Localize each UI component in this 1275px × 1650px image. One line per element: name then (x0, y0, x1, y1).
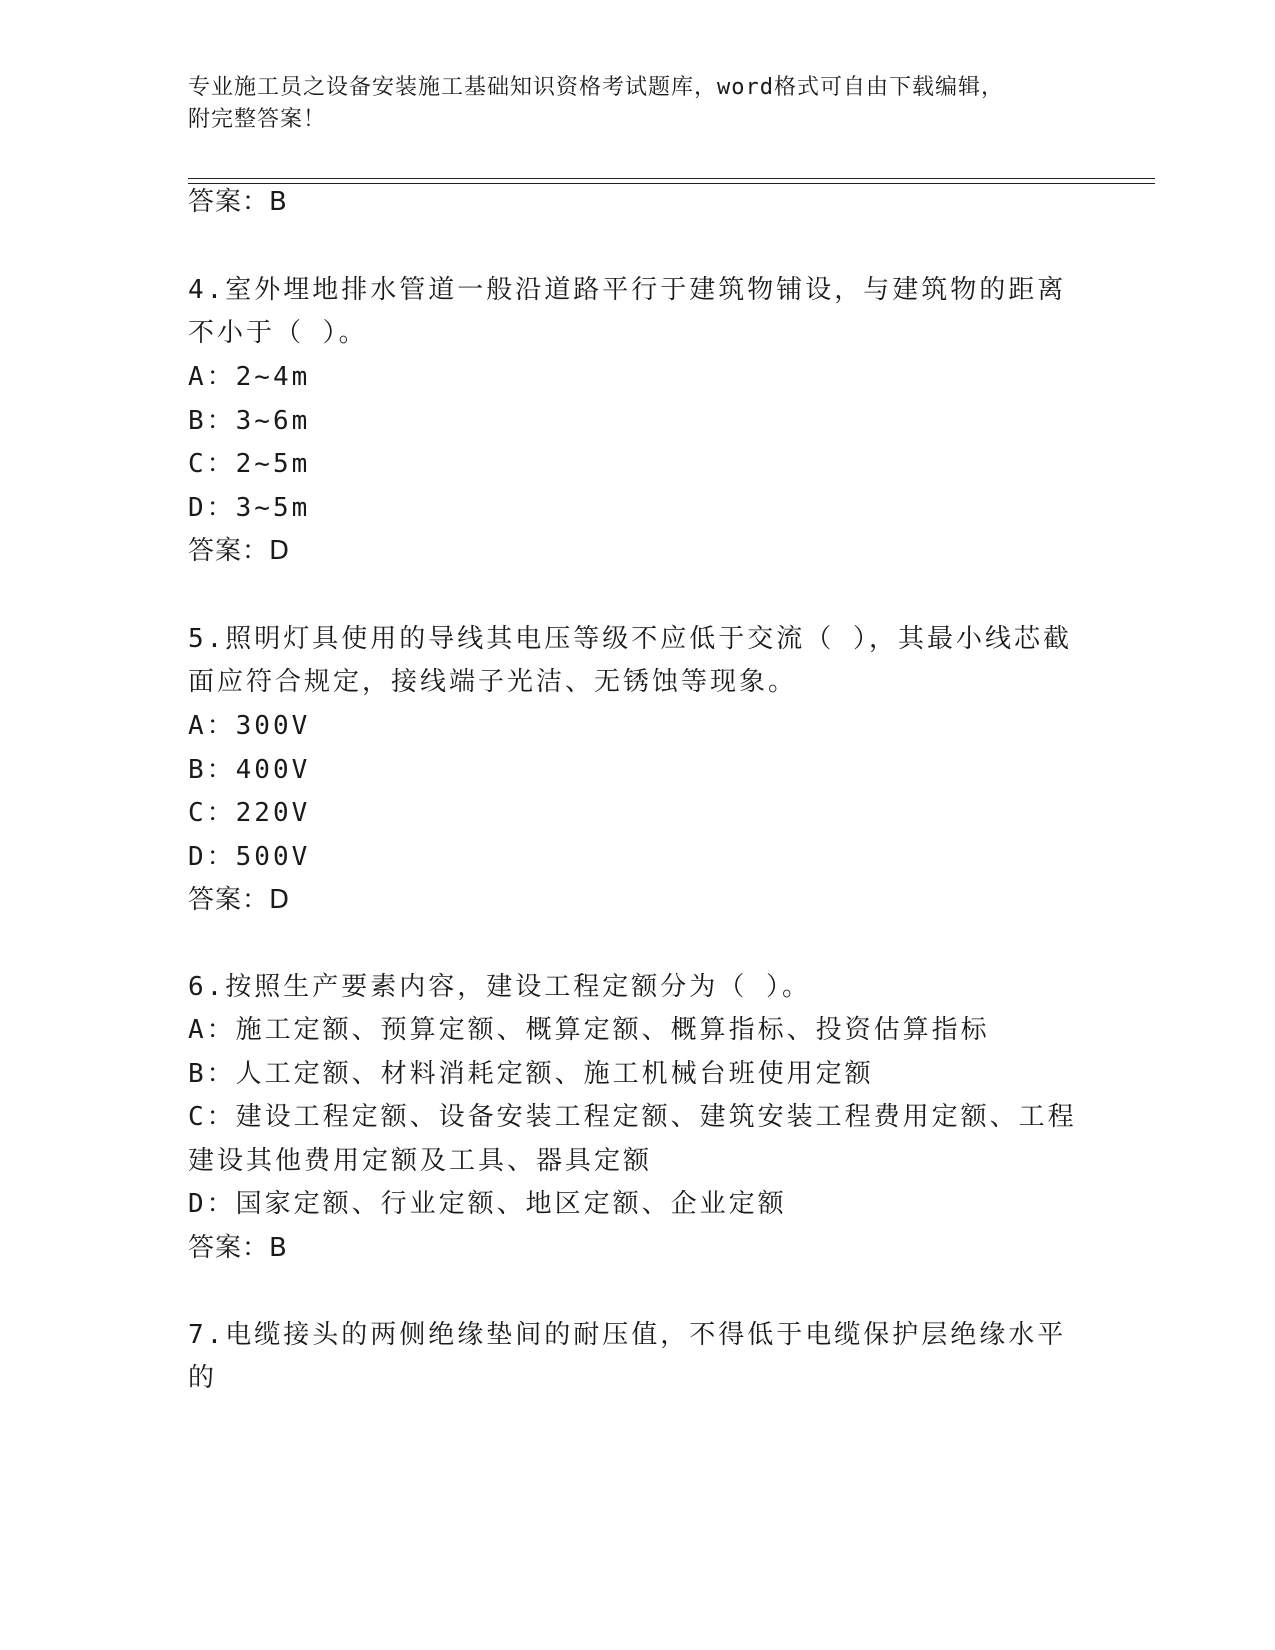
header-line-1: 专业施工员之设备安装施工基础知识资格考试题库，word格式可自由下载编辑， (188, 75, 1004, 100)
question-7-stem-line-2: 的 (188, 1363, 218, 1393)
question-6-option-b: B：人工定额、材料消耗定额、施工机械台班使用定额 (188, 1059, 874, 1089)
question-5-option-b: B：400V (188, 755, 311, 785)
question-6-answer: 答案：B (188, 1233, 288, 1263)
question-5-stem-line-2: 面应符合规定，接线端子光洁、无锈蚀等现象。 (188, 667, 798, 697)
question-5-stem-line-1: 5.照明灯具使用的导线其电压等级不应低于交流（ ），其最小线芯截 (188, 624, 1072, 654)
question-7-stem-line-1: 7.电缆接头的两侧绝缘垫间的耐压值，不得低于电缆保护层绝缘水平 (188, 1320, 1067, 1350)
question-4-option-a: A：2~4m (188, 362, 311, 392)
header-divider-bottom (188, 183, 1155, 184)
question-4-answer: 答案：D (188, 536, 291, 566)
question-4-stem-line-2: 不小于（ ）。 (188, 318, 368, 348)
question-4-option-c: C：2~5m (188, 449, 311, 479)
document-header (188, 72, 1068, 136)
question-6-option-a: A：施工定额、预算定额、概算定额、概算指标、投资估算指标 (188, 1015, 990, 1045)
question-6-option-c-continued: 建设其他费用定额及工具、器具定额 (188, 1146, 653, 1176)
question-4-stem-line-1: 4.室外埋地排水管道一般沿道路平行于建筑物铺设，与建筑物的距离 (188, 275, 1067, 305)
previous-answer: 答案：B (188, 187, 288, 217)
question-6-option-c: C：建设工程定额、设备安装工程定额、建筑安装工程费用定额、工程 (188, 1102, 1077, 1132)
header-line-2: 附完整答案！ (188, 107, 327, 132)
question-6-option-d: D：国家定额、行业定额、地区定额、企业定额 (188, 1189, 787, 1219)
question-4-option-b: B：3~6m (188, 406, 311, 436)
question-5-option-a: A：300V (188, 711, 311, 741)
question-5-option-d: D：500V (188, 842, 311, 872)
header-divider-top (188, 178, 1155, 179)
question-6-stem-line-1: 6.按照生产要素内容，建设工程定额分为（ ）。 (188, 972, 811, 1002)
question-4-option-d: D：3~5m (188, 493, 311, 523)
question-5-answer: 答案：D (188, 885, 291, 915)
question-5-option-c: C：220V (188, 798, 311, 828)
